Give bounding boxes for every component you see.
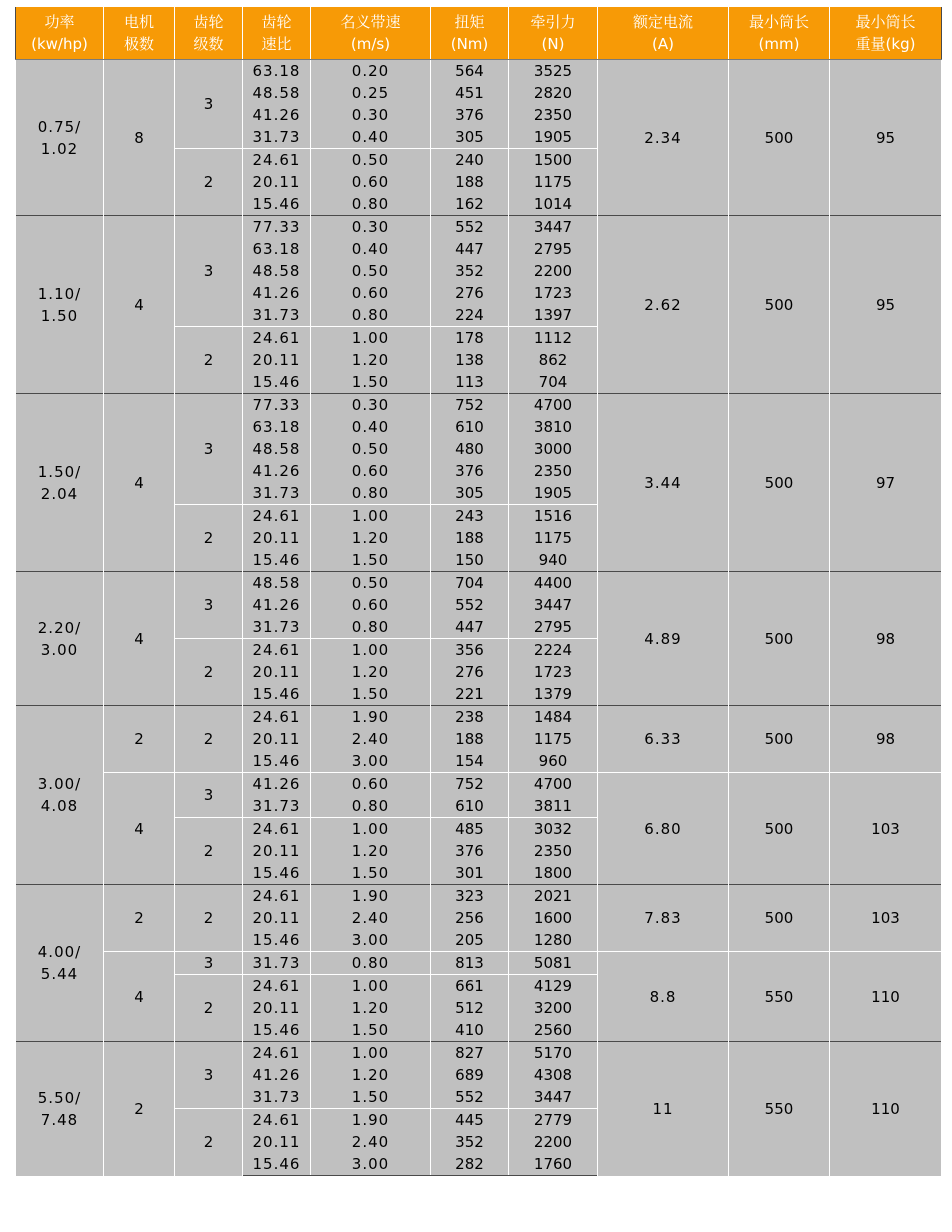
motor-spec-table bbox=[15, 7, 942, 1176]
traction-cell: 1280 bbox=[509, 929, 598, 952]
traction-cell: 1397 bbox=[509, 304, 598, 327]
torque-cell: 827 bbox=[431, 1042, 509, 1065]
torque-cell: 323 bbox=[431, 885, 509, 908]
poles-cell: 8 bbox=[104, 60, 175, 216]
torque-cell: 154 bbox=[431, 750, 509, 773]
poles-cell: 4 bbox=[104, 572, 175, 706]
min-length-cell: 550 bbox=[729, 952, 830, 1042]
speed-cell: 0.30 bbox=[311, 104, 431, 126]
min-length-cell: 500 bbox=[729, 773, 830, 885]
min-length-cell: 500 bbox=[729, 394, 830, 572]
ratio-cell: 31.73 bbox=[243, 1086, 311, 1109]
speed-cell: 0.80 bbox=[311, 304, 431, 327]
speed-cell: 0.50 bbox=[311, 438, 431, 460]
ratio-cell: 24.61 bbox=[243, 975, 311, 998]
torque-cell: 113 bbox=[431, 371, 509, 394]
table-row bbox=[16, 706, 942, 729]
traction-cell: 3525 bbox=[509, 60, 598, 83]
torque-cell: 552 bbox=[431, 1086, 509, 1109]
traction-cell: 2021 bbox=[509, 885, 598, 908]
ratio-cell: 41.26 bbox=[243, 1064, 311, 1086]
ratio-cell: 41.26 bbox=[243, 460, 311, 482]
min-length-cell: 500 bbox=[729, 572, 830, 706]
speed-cell: 3.00 bbox=[311, 750, 431, 773]
ratio-cell: 20.11 bbox=[243, 527, 311, 549]
ratio-cell: 41.26 bbox=[243, 773, 311, 796]
torque-cell: 150 bbox=[431, 549, 509, 572]
ratio-cell: 20.11 bbox=[243, 171, 311, 193]
torque-cell: 376 bbox=[431, 460, 509, 482]
speed-cell: 0.60 bbox=[311, 594, 431, 616]
torque-cell: 752 bbox=[431, 773, 509, 796]
torque-cell: 301 bbox=[431, 862, 509, 885]
torque-cell: 243 bbox=[431, 505, 509, 528]
ratio-cell: 15.46 bbox=[243, 1153, 311, 1176]
speed-cell: 0.50 bbox=[311, 260, 431, 282]
torque-cell: 451 bbox=[431, 82, 509, 104]
torque-cell: 238 bbox=[431, 706, 509, 729]
traction-cell: 1175 bbox=[509, 527, 598, 549]
ratio-cell: 24.61 bbox=[243, 149, 311, 172]
torque-cell: 305 bbox=[431, 126, 509, 149]
traction-cell: 1484 bbox=[509, 706, 598, 729]
traction-cell: 1175 bbox=[509, 728, 598, 750]
speed-cell: 1.20 bbox=[311, 997, 431, 1019]
speed-cell: 2.40 bbox=[311, 728, 431, 750]
speed-cell: 2.40 bbox=[311, 1131, 431, 1153]
traction-cell: 2224 bbox=[509, 639, 598, 662]
traction-cell: 1723 bbox=[509, 282, 598, 304]
weight-cell: 98 bbox=[830, 706, 942, 773]
current-cell: 8.8 bbox=[598, 952, 729, 1042]
speed-cell: 0.40 bbox=[311, 416, 431, 438]
traction-cell: 2200 bbox=[509, 260, 598, 282]
traction-cell: 3200 bbox=[509, 997, 598, 1019]
speed-cell: 0.40 bbox=[311, 126, 431, 149]
table-row bbox=[16, 394, 942, 417]
torque-cell: 445 bbox=[431, 1109, 509, 1132]
power-cell: 3.00/ 4.08 bbox=[16, 706, 104, 885]
poles-cell: 4 bbox=[104, 952, 175, 1042]
speed-cell: 1.90 bbox=[311, 1109, 431, 1132]
speed-cell: 0.40 bbox=[311, 238, 431, 260]
speed-cell: 0.80 bbox=[311, 952, 431, 975]
ratio-cell: 20.11 bbox=[243, 1131, 311, 1153]
power-cell: 1.10/ 1.50 bbox=[16, 216, 104, 394]
poles-cell: 2 bbox=[104, 706, 175, 773]
torque-cell: 178 bbox=[431, 327, 509, 350]
stages-cell: 2 bbox=[175, 639, 243, 706]
torque-cell: 752 bbox=[431, 394, 509, 417]
torque-cell: 485 bbox=[431, 818, 509, 841]
traction-cell: 3447 bbox=[509, 1086, 598, 1109]
header-belt-speed: 名义带速 (m/s) bbox=[311, 7, 431, 60]
table-row bbox=[16, 572, 942, 595]
current-cell: 6.80 bbox=[598, 773, 729, 885]
torque-cell: 512 bbox=[431, 997, 509, 1019]
header-poles: 电机 极数 bbox=[104, 7, 175, 60]
stages-cell: 2 bbox=[175, 706, 243, 773]
ratio-cell: 31.73 bbox=[243, 126, 311, 149]
table-row bbox=[16, 773, 942, 796]
power-cell: 5.50/ 7.48 bbox=[16, 1042, 104, 1176]
current-cell: 4.89 bbox=[598, 572, 729, 706]
ratio-cell: 24.61 bbox=[243, 327, 311, 350]
speed-cell: 1.90 bbox=[311, 706, 431, 729]
traction-cell: 3810 bbox=[509, 416, 598, 438]
ratio-cell: 24.61 bbox=[243, 818, 311, 841]
current-cell: 2.62 bbox=[598, 216, 729, 394]
ratio-cell: 63.18 bbox=[243, 238, 311, 260]
min-length-cell: 500 bbox=[729, 885, 830, 952]
traction-cell: 862 bbox=[509, 349, 598, 371]
torque-cell: 610 bbox=[431, 795, 509, 818]
speed-cell: 1.50 bbox=[311, 549, 431, 572]
traction-cell: 4308 bbox=[509, 1064, 598, 1086]
speed-cell: 0.60 bbox=[311, 171, 431, 193]
traction-cell: 1500 bbox=[509, 149, 598, 172]
speed-cell: 0.80 bbox=[311, 193, 431, 216]
traction-cell: 3032 bbox=[509, 818, 598, 841]
traction-cell: 1600 bbox=[509, 907, 598, 929]
ratio-cell: 48.58 bbox=[243, 438, 311, 460]
traction-cell: 1175 bbox=[509, 171, 598, 193]
traction-cell: 1014 bbox=[509, 193, 598, 216]
current-cell: 2.34 bbox=[598, 60, 729, 216]
torque-cell: 276 bbox=[431, 661, 509, 683]
speed-cell: 0.60 bbox=[311, 282, 431, 304]
header-rated-current: 额定电流 (A) bbox=[598, 7, 729, 60]
traction-cell: 3000 bbox=[509, 438, 598, 460]
torque-cell: 162 bbox=[431, 193, 509, 216]
speed-cell: 1.00 bbox=[311, 1042, 431, 1065]
traction-cell: 3447 bbox=[509, 594, 598, 616]
weight-cell: 98 bbox=[830, 572, 942, 706]
traction-cell: 3447 bbox=[509, 216, 598, 239]
ratio-cell: 31.73 bbox=[243, 795, 311, 818]
speed-cell: 1.20 bbox=[311, 840, 431, 862]
traction-cell: 960 bbox=[509, 750, 598, 773]
speed-cell: 3.00 bbox=[311, 1153, 431, 1176]
power-cell: 2.20/ 3.00 bbox=[16, 572, 104, 706]
torque-cell: 221 bbox=[431, 683, 509, 706]
torque-cell: 610 bbox=[431, 416, 509, 438]
traction-cell: 2779 bbox=[509, 1109, 598, 1132]
speed-cell: 1.00 bbox=[311, 818, 431, 841]
traction-cell: 1379 bbox=[509, 683, 598, 706]
current-cell: 3.44 bbox=[598, 394, 729, 572]
weight-cell: 95 bbox=[830, 216, 942, 394]
speed-cell: 1.50 bbox=[311, 1086, 431, 1109]
traction-cell: 2350 bbox=[509, 460, 598, 482]
speed-cell: 0.20 bbox=[311, 60, 431, 83]
torque-cell: 188 bbox=[431, 527, 509, 549]
ratio-cell: 20.11 bbox=[243, 907, 311, 929]
stages-cell: 3 bbox=[175, 394, 243, 505]
speed-cell: 0.30 bbox=[311, 216, 431, 239]
speed-cell: 1.20 bbox=[311, 527, 431, 549]
speed-cell: 1.50 bbox=[311, 1019, 431, 1042]
header-weight: 最小筒长 重量(kg) bbox=[830, 7, 942, 60]
poles-cell: 4 bbox=[104, 773, 175, 885]
torque-cell: 704 bbox=[431, 572, 509, 595]
traction-cell: 2350 bbox=[509, 104, 598, 126]
traction-cell: 1723 bbox=[509, 661, 598, 683]
speed-cell: 1.50 bbox=[311, 862, 431, 885]
speed-cell: 0.50 bbox=[311, 572, 431, 595]
ratio-cell: 31.73 bbox=[243, 952, 311, 975]
ratio-cell: 15.46 bbox=[243, 193, 311, 216]
ratio-cell: 31.73 bbox=[243, 616, 311, 639]
torque-cell: 552 bbox=[431, 216, 509, 239]
stages-cell: 3 bbox=[175, 60, 243, 149]
stages-cell: 3 bbox=[175, 572, 243, 639]
torque-cell: 352 bbox=[431, 1131, 509, 1153]
table-row bbox=[16, 885, 942, 908]
traction-cell: 704 bbox=[509, 371, 598, 394]
speed-cell: 1.90 bbox=[311, 885, 431, 908]
traction-cell: 5081 bbox=[509, 952, 598, 975]
ratio-cell: 24.61 bbox=[243, 639, 311, 662]
torque-cell: 205 bbox=[431, 929, 509, 952]
min-length-cell: 500 bbox=[729, 216, 830, 394]
ratio-cell: 24.61 bbox=[243, 1042, 311, 1065]
header-torque: 扭矩 (Nm) bbox=[431, 7, 509, 60]
ratio-cell: 15.46 bbox=[243, 929, 311, 952]
current-cell: 7.83 bbox=[598, 885, 729, 952]
torque-cell: 224 bbox=[431, 304, 509, 327]
weight-cell: 110 bbox=[830, 1042, 942, 1176]
current-cell: 11 bbox=[598, 1042, 729, 1176]
traction-cell: 1905 bbox=[509, 126, 598, 149]
header-traction: 牵引力 (N) bbox=[509, 7, 598, 60]
stages-cell: 2 bbox=[175, 327, 243, 394]
stages-cell: 2 bbox=[175, 818, 243, 885]
torque-cell: 188 bbox=[431, 728, 509, 750]
traction-cell: 4700 bbox=[509, 773, 598, 796]
stages-cell: 2 bbox=[175, 505, 243, 572]
stages-cell: 2 bbox=[175, 1109, 243, 1176]
traction-cell: 1760 bbox=[509, 1153, 598, 1176]
ratio-cell: 15.46 bbox=[243, 549, 311, 572]
ratio-cell: 20.11 bbox=[243, 349, 311, 371]
torque-cell: 447 bbox=[431, 238, 509, 260]
header-row bbox=[16, 7, 942, 60]
traction-cell: 2350 bbox=[509, 840, 598, 862]
ratio-cell: 31.73 bbox=[243, 482, 311, 505]
speed-cell: 0.30 bbox=[311, 394, 431, 417]
ratio-cell: 24.61 bbox=[243, 706, 311, 729]
ratio-cell: 24.61 bbox=[243, 505, 311, 528]
stages-cell: 3 bbox=[175, 952, 243, 975]
weight-cell: 110 bbox=[830, 952, 942, 1042]
traction-cell: 2795 bbox=[509, 616, 598, 639]
table-row bbox=[16, 1042, 942, 1065]
ratio-cell: 24.61 bbox=[243, 1109, 311, 1132]
weight-cell: 103 bbox=[830, 773, 942, 885]
ratio-cell: 20.11 bbox=[243, 840, 311, 862]
speed-cell: 3.00 bbox=[311, 929, 431, 952]
torque-cell: 813 bbox=[431, 952, 509, 975]
torque-cell: 282 bbox=[431, 1153, 509, 1176]
speed-cell: 0.80 bbox=[311, 616, 431, 639]
power-cell: 4.00/ 5.44 bbox=[16, 885, 104, 1042]
ratio-cell: 15.46 bbox=[243, 1019, 311, 1042]
ratio-cell: 15.46 bbox=[243, 862, 311, 885]
poles-cell: 4 bbox=[104, 216, 175, 394]
header-power: 功率 (kw/hp) bbox=[16, 7, 104, 60]
table-row bbox=[16, 60, 942, 83]
traction-cell: 1516 bbox=[509, 505, 598, 528]
ratio-cell: 20.11 bbox=[243, 997, 311, 1019]
torque-cell: 240 bbox=[431, 149, 509, 172]
speed-cell: 0.60 bbox=[311, 460, 431, 482]
speed-cell: 0.60 bbox=[311, 773, 431, 796]
torque-cell: 138 bbox=[431, 349, 509, 371]
torque-cell: 356 bbox=[431, 639, 509, 662]
ratio-cell: 15.46 bbox=[243, 683, 311, 706]
speed-cell: 1.50 bbox=[311, 371, 431, 394]
stages-cell: 3 bbox=[175, 773, 243, 818]
ratio-cell: 20.11 bbox=[243, 728, 311, 750]
poles-cell: 2 bbox=[104, 1042, 175, 1176]
header-min-length: 最小筒长 (mm) bbox=[729, 7, 830, 60]
ratio-cell: 24.61 bbox=[243, 885, 311, 908]
weight-cell: 97 bbox=[830, 394, 942, 572]
speed-cell: 2.40 bbox=[311, 907, 431, 929]
ratio-cell: 48.58 bbox=[243, 260, 311, 282]
traction-cell: 4400 bbox=[509, 572, 598, 595]
traction-cell: 1112 bbox=[509, 327, 598, 350]
ratio-cell: 48.58 bbox=[243, 572, 311, 595]
ratio-cell: 41.26 bbox=[243, 594, 311, 616]
traction-cell: 3811 bbox=[509, 795, 598, 818]
speed-cell: 1.20 bbox=[311, 349, 431, 371]
speed-cell: 1.20 bbox=[311, 1064, 431, 1086]
table-row bbox=[16, 216, 942, 239]
stages-cell: 3 bbox=[175, 1042, 243, 1109]
traction-cell: 2795 bbox=[509, 238, 598, 260]
current-cell: 6.33 bbox=[598, 706, 729, 773]
torque-cell: 410 bbox=[431, 1019, 509, 1042]
traction-cell: 2560 bbox=[509, 1019, 598, 1042]
speed-cell: 1.00 bbox=[311, 505, 431, 528]
ratio-cell: 77.33 bbox=[243, 216, 311, 239]
speed-cell: 0.50 bbox=[311, 149, 431, 172]
weight-cell: 95 bbox=[830, 60, 942, 216]
ratio-cell: 31.73 bbox=[243, 304, 311, 327]
speed-cell: 0.25 bbox=[311, 82, 431, 104]
ratio-cell: 41.26 bbox=[243, 104, 311, 126]
torque-cell: 552 bbox=[431, 594, 509, 616]
ratio-cell: 41.26 bbox=[243, 282, 311, 304]
min-length-cell: 550 bbox=[729, 1042, 830, 1176]
ratio-cell: 48.58 bbox=[243, 82, 311, 104]
speed-cell: 0.80 bbox=[311, 482, 431, 505]
power-cell: 1.50/ 2.04 bbox=[16, 394, 104, 572]
torque-cell: 305 bbox=[431, 482, 509, 505]
stages-cell: 3 bbox=[175, 216, 243, 327]
speed-cell: 1.20 bbox=[311, 661, 431, 683]
speed-cell: 1.00 bbox=[311, 975, 431, 998]
traction-cell: 940 bbox=[509, 549, 598, 572]
torque-cell: 480 bbox=[431, 438, 509, 460]
torque-cell: 276 bbox=[431, 282, 509, 304]
torque-cell: 447 bbox=[431, 616, 509, 639]
torque-cell: 188 bbox=[431, 171, 509, 193]
traction-cell: 2820 bbox=[509, 82, 598, 104]
weight-cell: 103 bbox=[830, 885, 942, 952]
header-gear-stages: 齿轮 级数 bbox=[175, 7, 243, 60]
traction-cell: 4129 bbox=[509, 975, 598, 998]
ratio-cell: 63.18 bbox=[243, 416, 311, 438]
ratio-cell: 20.11 bbox=[243, 661, 311, 683]
torque-cell: 352 bbox=[431, 260, 509, 282]
torque-cell: 376 bbox=[431, 840, 509, 862]
stages-cell: 2 bbox=[175, 149, 243, 216]
traction-cell: 4700 bbox=[509, 394, 598, 417]
torque-cell: 564 bbox=[431, 60, 509, 83]
speed-cell: 0.80 bbox=[311, 795, 431, 818]
table-body bbox=[16, 60, 942, 1176]
torque-cell: 256 bbox=[431, 907, 509, 929]
power-cell: 0.75/ 1.02 bbox=[16, 60, 104, 216]
speed-cell: 1.00 bbox=[311, 639, 431, 662]
ratio-cell: 77.33 bbox=[243, 394, 311, 417]
ratio-cell: 15.46 bbox=[243, 371, 311, 394]
traction-cell: 1905 bbox=[509, 482, 598, 505]
min-length-cell: 500 bbox=[729, 60, 830, 216]
table-row bbox=[16, 952, 942, 975]
ratio-cell: 63.18 bbox=[243, 60, 311, 83]
speed-cell: 1.00 bbox=[311, 327, 431, 350]
speed-cell: 1.50 bbox=[311, 683, 431, 706]
torque-cell: 661 bbox=[431, 975, 509, 998]
torque-cell: 689 bbox=[431, 1064, 509, 1086]
min-length-cell: 500 bbox=[729, 706, 830, 773]
stages-cell: 2 bbox=[175, 975, 243, 1042]
traction-cell: 2200 bbox=[509, 1131, 598, 1153]
header-gear-ratio: 齿轮 速比 bbox=[243, 7, 311, 60]
stages-cell: 2 bbox=[175, 885, 243, 952]
traction-cell: 5170 bbox=[509, 1042, 598, 1065]
torque-cell: 376 bbox=[431, 104, 509, 126]
poles-cell: 4 bbox=[104, 394, 175, 572]
traction-cell: 1800 bbox=[509, 862, 598, 885]
poles-cell: 2 bbox=[104, 885, 175, 952]
ratio-cell: 15.46 bbox=[243, 750, 311, 773]
